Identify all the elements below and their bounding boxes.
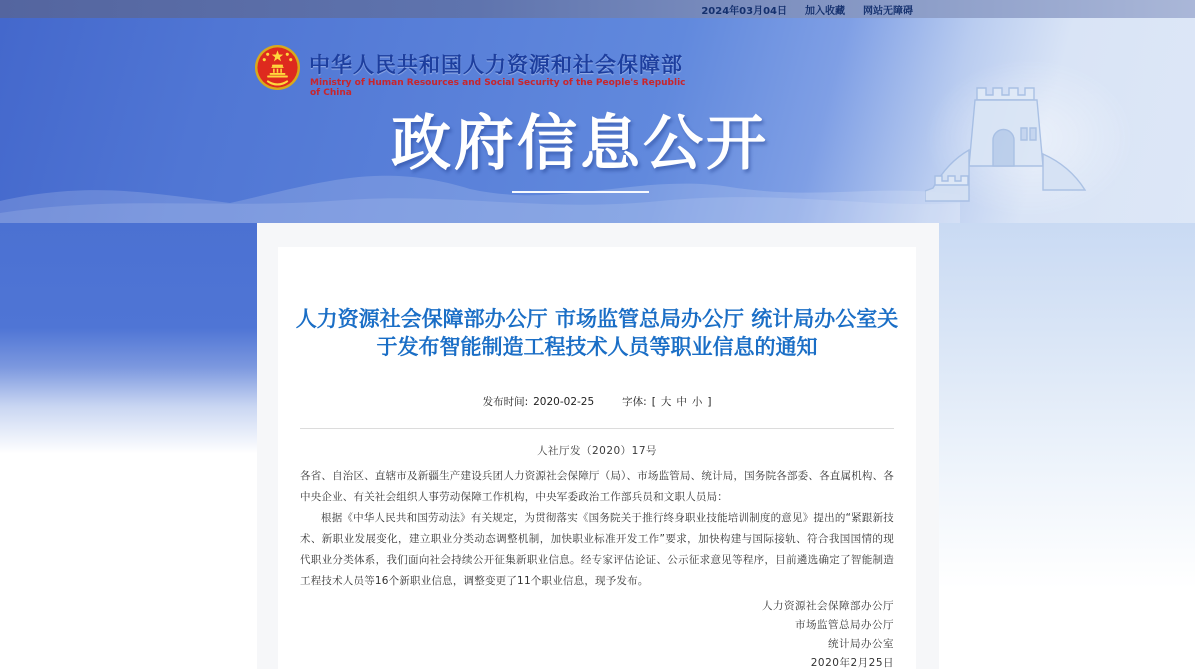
font-size-controls [622,394,711,409]
font-size-label: 字体: [622,396,647,408]
right-background-gradient [939,223,1195,669]
accessibility-link[interactable]: 网站无障碍 [863,5,913,17]
content-frame [257,223,939,669]
font-bracket-open: [ [651,395,656,408]
font-bracket-close: ] [707,395,712,408]
article-card [278,247,916,669]
doc-number: 人社厅发（2020）17号 [536,445,658,457]
article-title: 人力资源社会保障部办公厅 市场监管总局办公厅 统计局办公室关于发布智能制造工程技术人员等职业信息的通知 [295,307,899,359]
signature-date: 2020年2月25日 [810,657,894,669]
meta-divider [300,428,894,429]
signature-line: 人力资源社会保障部办公厅 [762,600,894,612]
add-favorite-link[interactable]: 加入收藏 [805,5,845,17]
publish-time-label: 发布时间: [482,396,529,408]
national-emblem-icon [254,44,301,91]
banner-title-wrap [320,96,840,193]
ministry-name-en: Ministry of Human Resources and Social Security of the People's Republic of China [310,78,686,98]
banner-title: 政府信息公开 [391,109,769,179]
publish-time [483,394,595,409]
signature-block [278,597,894,669]
paragraph-recipients: 各省、自治区、直辖市及新疆生产建设兵团人力资源社会保障厅（局）、市场监管局、统计局，国务院各部委、各直属机构、各中央企业、有关社会组织人事劳动保障工作机构，中央军委政治工作部兵员和文职人员局： [300,470,894,503]
banner-underline [512,191,649,193]
article-meta [278,394,916,409]
great-wall-image [925,58,1135,218]
signature-line: 市场监管总局办公厅 [795,619,894,631]
publish-time-value: 2020-02-25 [533,395,595,408]
paragraph-body: 根据《中华人民共和国劳动法》有关规定，为贯彻落实《国务院关于推行终身职业技能培训制度的意见》提出的“紧跟新技术、新职业发展变化，建立职业分类动态调整机制，加快职业标准开发工作”要求，加快构建与国际接轨、符合我国国情的现代职业分类体系，我们面向社会持续公开征集新职业信息。经专家评估论证、公示征求意见等程序，目前遴选确定了智能制造工程技术人员等16个新职业信息，调整变更了11个职业信息，现予发布。 [300,512,894,587]
site-banner [0,18,1195,223]
left-background-gradient [0,223,257,485]
ministry-name-cn: 中华人民共和国人力资源和社会保障部 [309,53,683,77]
signature-line: 统计局办公室 [828,638,894,650]
font-size-small-button[interactable]: 小 [691,396,703,408]
topbar-date: 2024年03月04日 [701,5,787,17]
topbar [0,0,1195,18]
font-size-medium-button[interactable]: 中 [676,396,687,408]
font-size-large-button[interactable]: 大 [660,396,672,408]
